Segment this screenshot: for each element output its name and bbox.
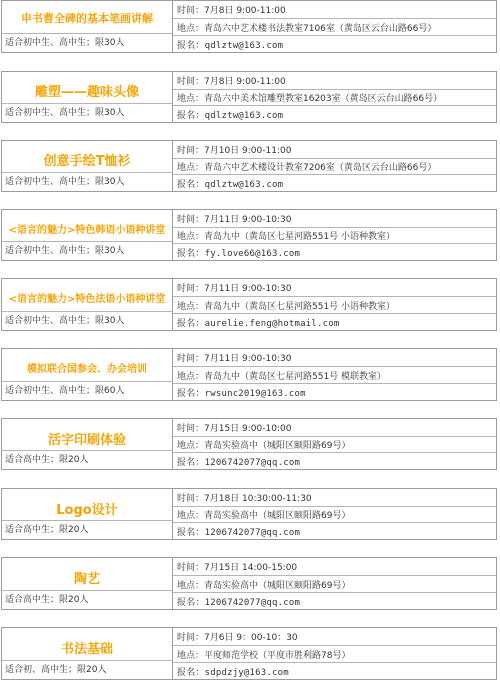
course-time: 时间：7月15日 9:00-10:00 xyxy=(177,423,292,434)
course-title: <语言的魅力>特色法语小语种讲堂 xyxy=(8,293,166,305)
course-signup: 报名：rwsunc2019@163.com xyxy=(173,383,496,401)
course-place: 地点：青岛实验高中（城阳区颐阳路69号） xyxy=(173,506,496,524)
course-audience: 适合初中生、高中生；限30人 xyxy=(2,33,172,52)
course-block xyxy=(0,557,497,610)
course-info-cell xyxy=(1,278,173,331)
course-info-cell xyxy=(1,0,173,53)
course-place: 地点：青岛九中（黄岛区七星河路551号 小语种教室） xyxy=(173,227,496,245)
course-title: Logo设计 xyxy=(56,502,118,518)
course-audience: 适合初中生、高中生；限30人 xyxy=(2,103,172,122)
course-time: 时间：7月15日 14:00-15:00 xyxy=(177,563,298,573)
course-block xyxy=(0,627,497,680)
course-detail-cell xyxy=(173,278,497,331)
course-detail-cell xyxy=(173,0,497,53)
course-place: 地点：青岛六中美术馆雕塑教室16203室（黄岛区云台山路66号） xyxy=(173,89,496,107)
course-signup: 报名：sdpdzjy@163.com xyxy=(173,662,496,680)
course-audience: 适合高中生；限20人 xyxy=(2,450,172,469)
course-block xyxy=(0,278,497,331)
course-time: 时间：7月11日 9:00-10:30 xyxy=(177,354,292,364)
course-detail-cell xyxy=(173,71,497,123)
course-time: 时间：7月11日 9:00-10:30 xyxy=(177,214,292,225)
course-detail-cell xyxy=(173,488,497,540)
course-block xyxy=(0,488,497,540)
course-time: 时间：7月18日 10:30:00-11:30 xyxy=(177,493,312,504)
course-info-cell xyxy=(1,557,173,610)
course-audience: 适合高中生；限20人 xyxy=(2,520,172,539)
course-time: 时间：7月10日 9:00-11:00 xyxy=(177,145,292,156)
course-signup: 报名：1206742077@qq.com xyxy=(173,452,496,470)
course-detail-cell xyxy=(173,557,497,610)
course-audience: 适合初中生、高中生；限60人 xyxy=(2,381,172,400)
course-block xyxy=(0,0,497,53)
course-info-cell xyxy=(1,418,173,470)
course-title: 创意手绘T恤衫 xyxy=(43,153,131,169)
course-audience: 适合初中生、高中生；限30人 xyxy=(2,241,172,260)
course-detail-cell xyxy=(173,627,497,680)
course-place: 地点：青岛九中（黄岛区七星河路551号 模联教室） xyxy=(173,366,496,384)
course-title: 模拟联合国参会、办会培训 xyxy=(27,363,147,375)
course-detail-cell xyxy=(173,418,497,470)
course-info-cell xyxy=(1,140,173,192)
course-title: <语言的魅力>特色韩语小语种讲堂 xyxy=(8,224,166,236)
course-time: 时间：7月8日 9:00-11:00 xyxy=(177,76,286,87)
course-signup: 报名：1206742077@qq.com xyxy=(173,522,496,540)
course-info-cell xyxy=(1,348,173,401)
course-info-cell xyxy=(1,71,173,123)
course-place: 地点：平度师范学校（平度市胜利路78号） xyxy=(173,645,496,663)
course-info-cell xyxy=(1,627,173,680)
course-detail-cell xyxy=(173,348,497,401)
course-block xyxy=(0,348,497,401)
course-info-cell xyxy=(1,488,173,540)
course-signup: 报名：fy.love66@163.com xyxy=(173,243,496,261)
course-place: 地点：青岛实验高中（城阳区颐阳路69号） xyxy=(173,575,496,593)
course-signup: 报名：qdlztw@163.com xyxy=(173,35,496,53)
course-detail-cell xyxy=(173,140,497,192)
course-audience: 适合初中生、高中生；限30人 xyxy=(2,172,172,191)
course-audience: 适合高中生；限20人 xyxy=(2,590,172,609)
course-signup: 报名：aurelie.feng@hotmail.com xyxy=(173,313,496,331)
course-detail-cell xyxy=(173,209,497,261)
course-place: 地点：青岛九中（黄岛区七星河路551号 小语种教室） xyxy=(173,296,496,314)
course-audience: 适合初中生、高中生；限30人 xyxy=(2,311,172,330)
course-block xyxy=(0,418,497,470)
course-block xyxy=(0,209,497,261)
course-signup: 报名：qdlztw@163.com xyxy=(173,174,496,192)
course-time: 时间：7月11日 9:00-10:30 xyxy=(177,284,292,294)
course-title: 雕塑——趣味头像 xyxy=(34,84,139,100)
course-time: 时间：7月6日 9：00-10：30 xyxy=(177,633,298,643)
course-title: 申书曹全碑的基本笔画讲解 xyxy=(21,12,153,25)
course-time: 时间：7月8日 9:00-11:00 xyxy=(177,6,286,16)
course-block xyxy=(0,140,497,192)
course-title: 陶艺 xyxy=(73,571,100,587)
course-block xyxy=(0,71,497,123)
course-signup: 报名：qdlztw@163.com xyxy=(173,105,496,123)
course-title: 活字印刷体验 xyxy=(47,432,126,448)
course-signup: 报名：1206742077@qq.com xyxy=(173,592,496,610)
course-place: 地点：青岛实验高中（城阳区颐阳路69号） xyxy=(173,436,496,454)
course-info-cell xyxy=(1,209,173,261)
course-audience: 适合初、高中生；限20人 xyxy=(2,660,172,679)
course-place: 地点：青岛六中艺术楼书法教室7106室（黄岛区云台山路66号） xyxy=(173,18,496,36)
course-place: 地点：青岛六中艺术楼设计教室7206室（黄岛区云台山路66号） xyxy=(173,158,496,176)
course-title: 书法基础 xyxy=(60,641,113,657)
